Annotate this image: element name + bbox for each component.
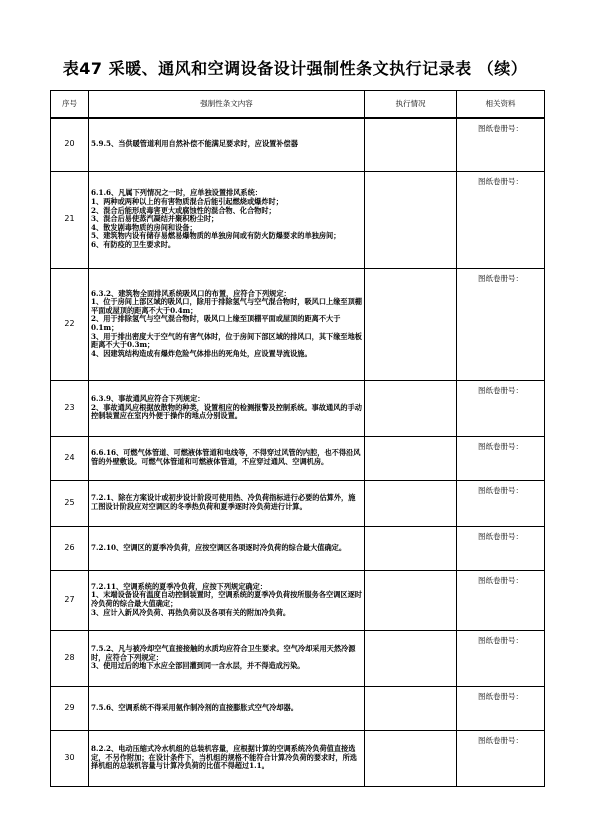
row-status[interactable] [365,436,457,480]
row-content [89,380,365,436]
row-ref: 图纸卷册号： [457,380,545,436]
header-row [51,91,545,119]
row-status[interactable] [365,570,457,630]
row-content [89,118,365,171]
table-row [51,730,545,786]
row-ref: 图纸卷册号： [457,686,545,730]
row-status[interactable] [365,380,457,436]
row-content-text: 8.2.2、电动压缩式冷水机组的总装机容量，应根据计算的空调系统冷负荷值直接选定，不另作附加；在设计条件下，当机组的规格不能符合计算冷负荷的要求时，所选择机组的总装机容量与计算冷负荷的比值不得超过1.1。 [91,744,357,771]
row-number: 21 [51,171,89,268]
table-row [51,526,545,570]
row-ref: 图纸卷册号： [457,570,545,630]
row-ref: 图纸卷册号： [457,436,545,480]
table-row [51,480,545,526]
header-no: 序号 [51,91,89,119]
row-status[interactable] [365,268,457,380]
row-status[interactable] [365,118,457,171]
table-row [51,686,545,730]
table-row [51,380,545,436]
record-table [50,90,545,787]
row-number: 24 [51,436,89,480]
row-status[interactable] [365,171,457,268]
row-ref: 图纸卷册号： [457,171,545,268]
row-number: 26 [51,526,89,570]
row-status[interactable] [365,480,457,526]
row-content-text: 5.9.5、当供暖管道利用自然补偿不能满足要求时，应设置补偿器 [91,139,298,149]
row-ref: 图纸卷册号： [457,118,545,171]
row-content [89,730,365,786]
row-content-text: 6.1.6、凡属下列情况之一时，应单独设置排风系统： 1、两种或两种以上的有害物质混合后能引起燃烧或爆炸时； 2、混合后能形成毒害更大或腐蚀性的混合物、化合物时； 3、混合后易使蒸汽凝结并聚积粉尘时； 4、散发剧毒物质的房间和设备； 5、建筑物内设有储存易燃易爆物质的单独房间或有防火防爆要求的单独房间； 6、有防疫的卫生要求时。 [91,188,341,249]
row-status[interactable] [365,526,457,570]
row-content [89,570,365,630]
table-row [51,436,545,480]
row-ref: 图纸卷册号： [457,268,545,380]
header-status: 执行情况 [365,91,457,119]
row-content-text: 7.5.2、凡与被冷却空气直接接触的水质均应符合卫生要求。空气冷却采用天然冷源时，应符合下列规定： 3、使用过后的地下水应全部回灌到同一含水层，并不得造成污染。 [91,644,356,671]
row-status[interactable] [365,686,457,730]
header-ref: 相关资料 [457,91,545,119]
row-content [89,630,365,686]
row-number: 27 [51,570,89,630]
row-content-text: 7.2.1、除在方案设计或初步设计阶段可使用热、冷负荷指标进行必要的估算外，施工图设计阶段应对空调区的冬季热负荷和夏季逐时冷负荷进行计算。 [91,493,356,511]
row-number: 28 [51,630,89,686]
row-number: 23 [51,380,89,436]
row-content-text: 6.3.2、建筑物全面排风系统吸风口的布置，应符合下列规定： 1、位于房间上部区域的吸风口，除用于排除氢气与空气混合物时，吸风口上缘至顶棚平面或屋顶的距离不大于0.4m； 2、用于排除氢气与空气混合物时，吸风口上缘至顶棚平面或屋顶的距离不大于0.1m； 3、用于排出密度大于空气的有害气体时，位于房间下部区域的排风口，其下缘至地板距离不大于0.3m； 4、因建筑结构造成有爆炸危险气体排出的死角处，应设置导流设施。 [91,288,362,358]
row-ref: 图纸卷册号： [457,526,545,570]
table-row [51,171,545,268]
table-row [51,570,545,630]
row-status[interactable] [365,730,457,786]
row-content-text: 7.5.6、空调系统不得采用氨作制冷剂的直接膨胀式空气冷却器。 [91,702,298,712]
row-number: 25 [51,480,89,526]
row-content [89,268,365,380]
header-content: 强制性条文内容 [89,91,365,119]
row-content [89,526,365,570]
row-ref: 图纸卷册号： [457,480,545,526]
row-content [89,686,365,730]
table-row [51,630,545,686]
page-title: 表47 采暖、通风和空调设备设计强制性条文执行记录表 （续） [62,59,528,78]
row-content-text: 6.6.16、可燃气体管道、可燃液体管道和电线等，不得穿过风管的内腔，也不得沿风管的外壁敷设。可燃气体管道和可燃液体管道，不应穿过通风、空调机房。 [91,448,361,466]
row-number: 29 [51,686,89,730]
table-row [51,118,545,171]
table-row [51,268,545,380]
row-number: 20 [51,118,89,171]
row-ref: 图纸卷册号： [457,730,545,786]
row-number: 30 [51,730,89,786]
row-content-text: 6.3.9、事故通风应符合下列规定： 2、事故通风应根据放散物的种类，设置相应的检测报警及控制系统。事故通风的手动控制装置应在室内外便于操作的地点分别设置。 [91,394,362,421]
row-number: 22 [51,268,89,380]
row-content-text: 7.2.10、空调区的夏季冷负荷，应按空调区各项逐时冷负荷的综合最大值确定。 [91,542,347,552]
row-status[interactable] [365,630,457,686]
row-content-text: 7.2.11、空调系统的夏季冷负荷，应按下列规定确定： 1、末端设备设有温度自动控制装置时，空调系统的夏季冷负荷按所服务各空调区逐时冷负荷的综合最大值确定； 3、应计入新风冷负荷、再热负荷以及各项有关的附加冷负荷。 [91,581,362,617]
row-content [89,436,365,480]
row-ref: 图纸卷册号： [457,630,545,686]
row-content [89,171,365,268]
row-content [89,480,365,526]
